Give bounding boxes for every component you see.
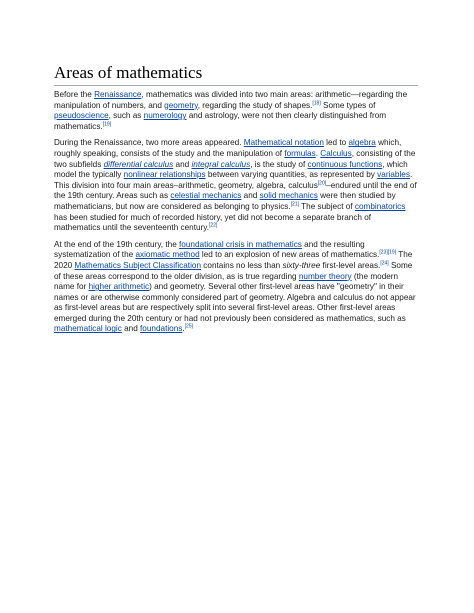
- citation-link-19[interactable]: [19]: [102, 121, 112, 128]
- citation-link-20[interactable]: [20]: [317, 180, 327, 187]
- citation: [379, 250, 396, 256]
- text: Some types of: [320, 100, 376, 110]
- citation: [312, 100, 320, 106]
- paragraph-2: [54, 138, 418, 233]
- citation: [318, 180, 326, 186]
- link-axiomatic-method[interactable]: axiomatic method: [135, 250, 200, 260]
- text: first-level areas.: [320, 260, 381, 270]
- text: During the Renaissance, two more areas appeared.: [54, 138, 244, 148]
- text: , consisting of the two subfields: [54, 148, 416, 169]
- citation-link-23-19[interactable]: [23][19]: [379, 249, 397, 256]
- text: and astrology, were not then clearly distinguished from mathematics.: [54, 111, 387, 131]
- link-pseudoscience[interactable]: pseudoscience: [54, 111, 109, 121]
- text: At the end of the 19th century, the: [54, 239, 180, 249]
- link-higher-arithmetic[interactable]: higher arithmetic: [88, 282, 150, 292]
- link-continuous-functions[interactable]: continuous functions: [307, 159, 383, 169]
- citation-link-21[interactable]: [21]: [290, 201, 300, 208]
- text: ) and geometry. Several other first-level areas have "geometry" in their names or are otherwise commonly considered part of geometry. Algebra and calculus do not appear as first-level areas but are respectively split into several first-level areas. Other first-level areas emerged during the 20th century or had not previously been considered as mathematics, such as: [54, 282, 416, 323]
- link-solid-mechanics[interactable]: solid mechanics: [259, 191, 318, 201]
- link-number-theory[interactable]: number theory: [298, 271, 352, 281]
- link-foundations[interactable]: foundations: [140, 324, 183, 334]
- text: which, roughly speaking, consists of the study and the manipulation of: [54, 138, 402, 158]
- text: The 2020: [54, 250, 413, 270]
- text: , regarding the study of shapes.: [197, 100, 313, 110]
- link-integral-calculus[interactable]: integral calculus: [191, 159, 251, 169]
- link-nonlinear-relationships[interactable]: nonlinear relationships: [123, 170, 206, 180]
- emphasis: sixty-three: [282, 260, 321, 270]
- text: and: [173, 159, 192, 169]
- text: and: [121, 324, 141, 334]
- citation-link-25[interactable]: [25]: [184, 323, 193, 330]
- text: between varying quantities, as represented by: [205, 170, 378, 180]
- section-heading: Areas of mathematics: [54, 63, 418, 86]
- text: , mathematics was divided into two main areas: arithmetic—regarding the manipulation of numbers, and: [54, 90, 408, 110]
- link-differential-calculus[interactable]: differential calculus: [103, 159, 174, 169]
- citation: [380, 260, 388, 266]
- link-algebra[interactable]: algebra: [348, 138, 376, 148]
- text: contains no less than: [201, 260, 283, 270]
- link-geometry[interactable]: geometry: [164, 100, 198, 110]
- text: , is the study of: [250, 159, 308, 169]
- text: Some of these areas correspond to the older division, as is true regarding: [54, 260, 413, 281]
- link-mathematical-notation[interactable]: Mathematical notation: [243, 138, 324, 148]
- link-variables[interactable]: variables: [377, 170, 410, 180]
- text: and: [241, 191, 260, 201]
- text: were then studied by mathematicians, but now are considered as belonging to physics.: [54, 191, 396, 211]
- link-mathematical-logic[interactable]: mathematical logic: [54, 324, 122, 334]
- link-calculus[interactable]: Calculus: [320, 148, 352, 158]
- link-foundational-crisis[interactable]: foundational crisis in mathematics: [179, 239, 302, 249]
- text: .: [315, 148, 321, 158]
- text: led to: [323, 138, 349, 148]
- citation: [291, 201, 299, 207]
- article-section: [54, 63, 418, 341]
- text: –endured until the end of the 19th century. Areas such as: [54, 180, 417, 201]
- text: , which model the typically: [54, 159, 408, 180]
- citation-link-22[interactable]: [22]: [209, 222, 218, 229]
- citation: [103, 121, 111, 127]
- text: .: [182, 324, 185, 334]
- text: led to an explosion of new areas of mathematics.: [199, 250, 380, 260]
- text: . This division into four main areas–arithmetic, geometry, algebra, calculus: [54, 170, 413, 190]
- citation-link-18[interactable]: [18]: [312, 99, 321, 106]
- link-renaissance[interactable]: Renaissance: [94, 90, 142, 99]
- text: has been studied for much of recorded history, yet did not become a separate branch of mathematics until the seventeenth century.: [54, 212, 372, 233]
- text: (the modern name for: [54, 271, 399, 292]
- link-formulas[interactable]: formulas: [284, 148, 316, 158]
- text: , such as: [108, 111, 144, 121]
- link-numerology[interactable]: numerology: [143, 111, 187, 121]
- text: The subject of: [299, 201, 355, 211]
- citation: [209, 222, 217, 228]
- text: and the resulting systematization of the: [54, 239, 365, 260]
- citation-link-24[interactable]: [24]: [380, 260, 389, 267]
- link-msc[interactable]: Mathematics Subject Classification: [74, 260, 202, 270]
- link-combinatorics[interactable]: combinatorics: [354, 201, 406, 211]
- paragraph-1: [54, 90, 418, 132]
- text: Before the: [54, 90, 95, 99]
- link-celestial-mechanics[interactable]: celestial mechanics: [170, 191, 242, 201]
- citation: [185, 324, 193, 330]
- paragraph-3: [54, 240, 418, 335]
